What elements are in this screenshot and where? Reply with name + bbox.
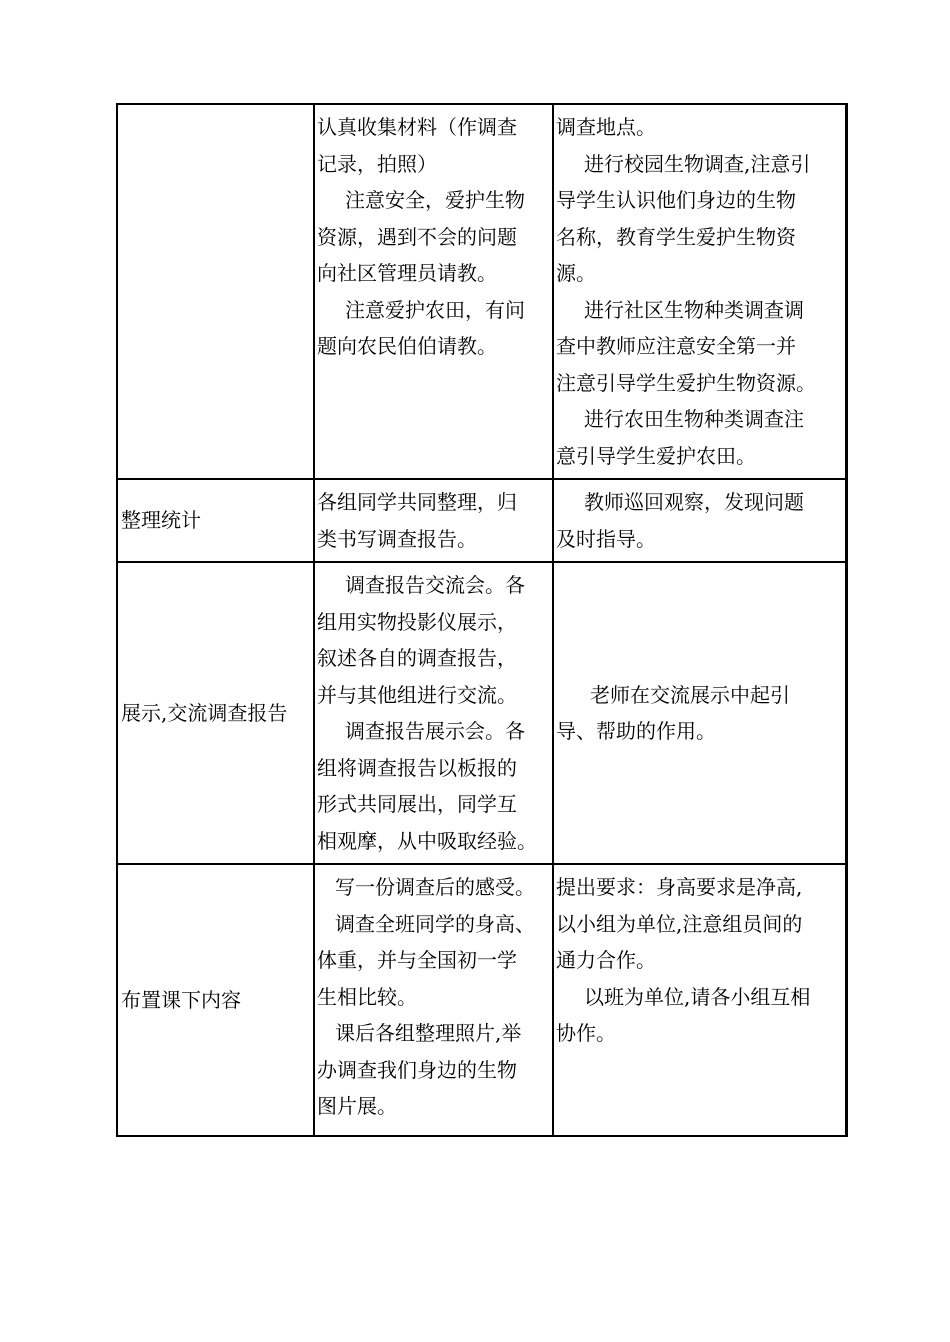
text-line: 课后各组整理照片,举 <box>335 1021 522 1045</box>
table-row <box>117 562 847 864</box>
text-line: 导学生认识他们身边的生物 <box>556 188 796 212</box>
teacher-activity-cell <box>553 104 847 479</box>
text-line: 通力合作。 <box>556 948 656 972</box>
stage-label: 整理统计 <box>121 508 201 533</box>
teacher-activity-cell <box>553 479 847 562</box>
text-line: 叙述各自的调查报告， <box>317 646 517 670</box>
text-line: 进行社区生物种类调查调 <box>584 297 804 322</box>
text-line: 注意引导学生爱护生物资源。 <box>556 370 816 395</box>
text-line: 向社区管理员请教。 <box>317 261 497 285</box>
stage-label: 布置课下内容 <box>121 987 241 1012</box>
text-line: 名称，教育学生爱护生物资 <box>556 224 796 249</box>
text-line: 注意爱护农田，有问 <box>345 297 525 322</box>
text-line: 进行校园生物调查,注意引 <box>584 151 811 176</box>
text-line: 图片展。 <box>317 1094 397 1118</box>
text-line: 查中教师应注意安全第一并 <box>556 334 796 358</box>
text-line: 形式共同展出，同学互 <box>317 792 517 816</box>
text-line: 组将调查报告以板报的 <box>317 755 517 780</box>
text-line: 导、帮助的作用。 <box>556 719 716 743</box>
student-activity-cell <box>314 104 553 479</box>
stage-cell <box>117 104 314 479</box>
text-line: 体重，并与全国初一学 <box>317 948 517 972</box>
text-line: 写一份调查后的感受。 <box>335 875 535 899</box>
text-line: 源。 <box>556 261 596 285</box>
stage-cell <box>117 562 314 864</box>
stage-cell <box>117 479 314 562</box>
text-line: 各组同学共同整理，归 <box>317 490 517 514</box>
table-row <box>117 479 847 562</box>
student-activity-cell <box>314 864 553 1136</box>
text-line: 组用实物投影仪展示， <box>317 609 517 634</box>
table-row <box>117 864 847 1136</box>
text-line: 意引导学生爱护农田。 <box>556 443 756 468</box>
text-line: 办调查我们身边的生物 <box>317 1057 517 1082</box>
text-line: 教师巡回观察，发现问题 <box>584 490 804 514</box>
text-line: 进行农田生物种类调查注 <box>584 407 804 431</box>
teacher-activity-cell <box>553 864 847 1136</box>
text-line: 及时指导。 <box>556 526 656 551</box>
text-line: 调查全班同学的身高、 <box>335 911 535 936</box>
text-line: 老师在交流展示中起引 <box>590 682 790 707</box>
stage-cell <box>117 864 314 1136</box>
text-line: 认真收集材料（作调查 <box>317 115 517 139</box>
student-activity-cell <box>314 479 553 562</box>
table-row <box>117 104 847 479</box>
lesson-plan-table <box>116 103 848 1137</box>
text-line: 调查报告展示会。各 <box>345 719 525 743</box>
text-line: 以小组为单位,注意组员间的 <box>556 911 803 936</box>
teacher-activity-cell <box>553 562 847 864</box>
text-line: 题向农民伯伯请教。 <box>317 334 497 358</box>
text-line: 生相比较。 <box>317 984 417 1009</box>
student-activity-cell <box>314 562 553 864</box>
text-line: 协作。 <box>556 1021 616 1045</box>
text-line: 资源，遇到不会的问题 <box>317 224 517 249</box>
text-line: 以班为单位,请各小组互相 <box>584 984 811 1009</box>
text-line: 调查地点。 <box>556 115 656 139</box>
text-line: 并与其他组进行交流。 <box>317 682 517 707</box>
text-line: 提出要求：身高要求是净高, <box>556 875 803 899</box>
text-line: 记录，拍照） <box>317 151 437 176</box>
stage-label: 展示,交流调查报告 <box>121 700 288 725</box>
text-line: 相观摩，从中吸取经验。 <box>317 828 537 853</box>
text-line: 调查报告交流会。各 <box>345 573 525 597</box>
text-line: 注意安全，爱护生物 <box>345 188 525 212</box>
text-line: 类书写调查报告。 <box>317 526 477 551</box>
